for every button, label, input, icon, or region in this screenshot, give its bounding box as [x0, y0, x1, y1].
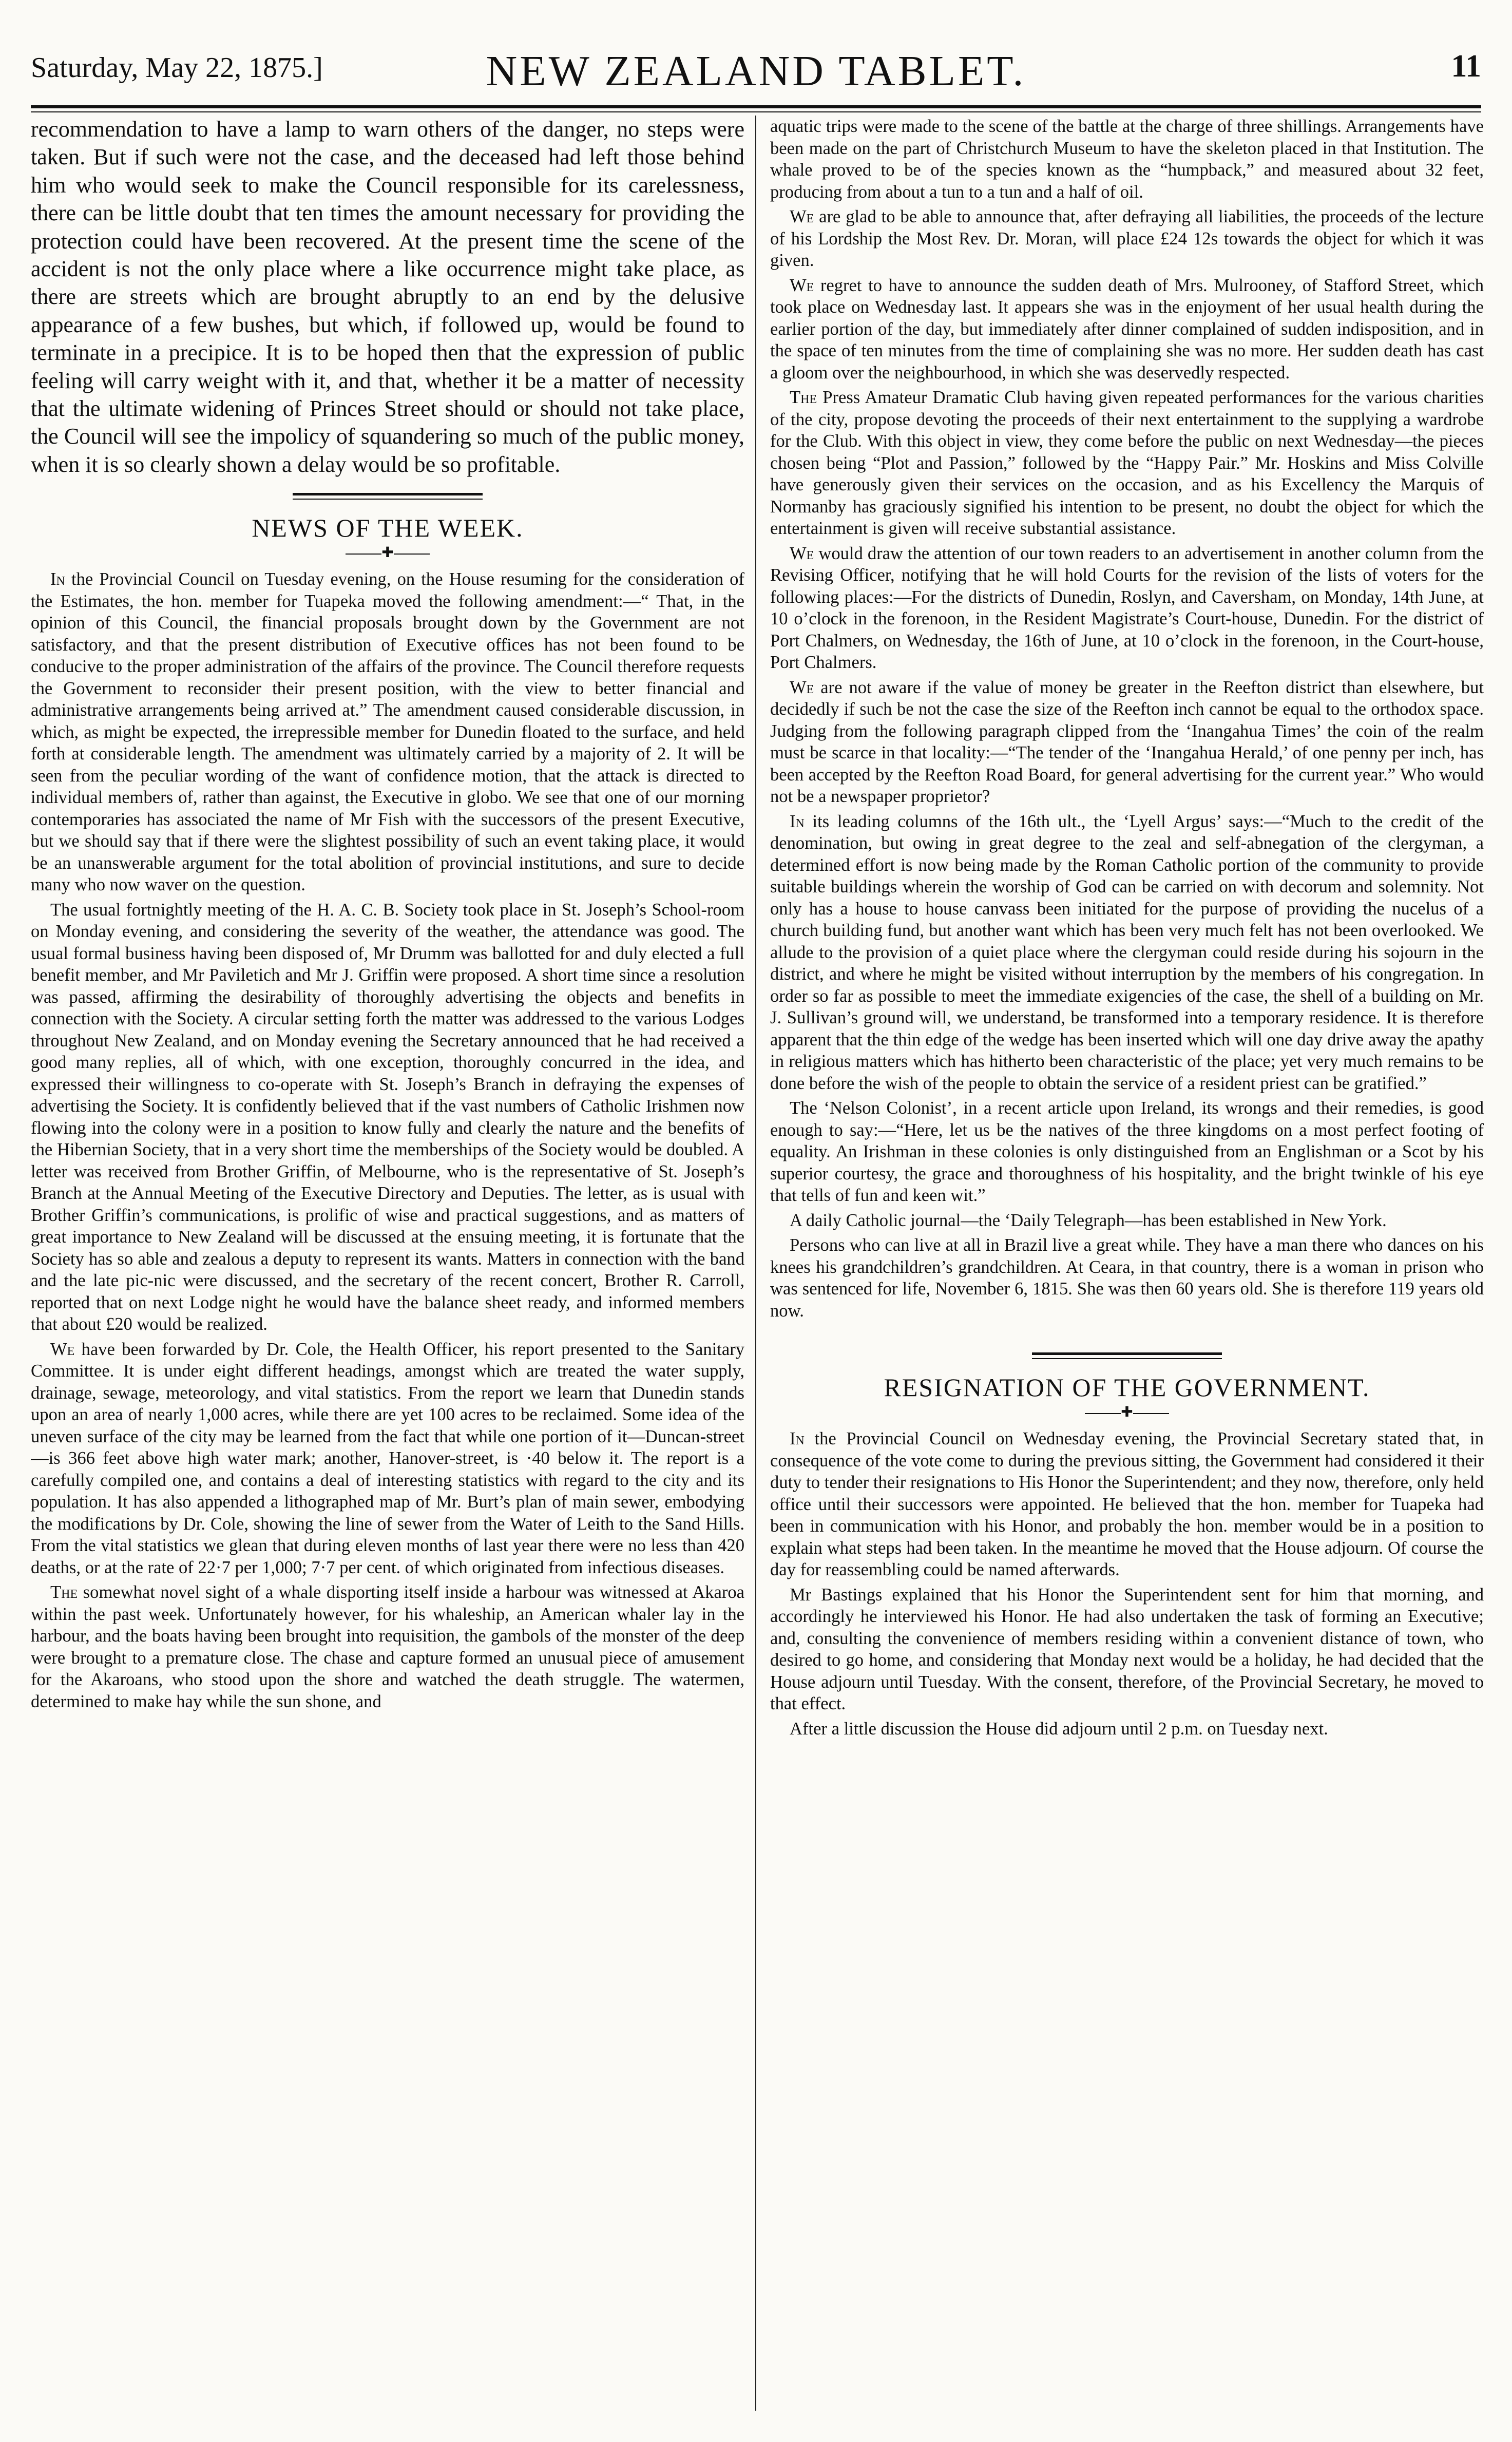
resignation-paragraph	[770, 1718, 1484, 1740]
news-paragraph	[31, 1339, 744, 1579]
resignation-paragraph	[770, 1428, 1484, 1581]
paragraph-text: would draw the attention of our town readers to an advertisement in another column from the Revising Officer, notifying that he will hold Courts for the revision of the lists of voters for the following places:—For the districts of Dunedin, Roslyn, and Caversham, on Monday, 14th June, at 10 o’clock in the forenoon, in the Resident Magistrate’s Court-house, Dunedin. For the district of Port Chalmers, on Wednesday, the 16th of June, at 10 o’clock in the forenoon, in the Court-house, Port Chalmers.	[770, 543, 1484, 672]
page-number: 11	[1451, 49, 1481, 84]
header-rule	[31, 105, 1481, 108]
news-paragraph	[770, 811, 1484, 1095]
paragraph-lead: In	[50, 569, 65, 589]
page-header	[31, 46, 1481, 103]
news-paragraph	[770, 1210, 1484, 1232]
section-separator	[1032, 1352, 1222, 1359]
paragraph-text: The usual fortnightly meeting of the H. A. C. B. Society took place in St. Joseph’s School-room on Monday evening, and considering the severity of the weather, the attendance was good. The usual formal business having been disposed of, Mr Drumm was ballotted for and duly elected a full benefit member, and Mr Paviletich and Mr J. Griffin were proposed. A short time since a resolution was passed, affirming the desirability of thoroughly advertising the objects and benefits in connection with the Society. A circular setting forth the matter was addressed to the various Lodges throughout New Zealand, and on Monday evening the Secretary announced that he had received a good many replies, all of which, with one exception, thoroughly concurred in the idea, and expressed their willingness to co-operate with St. Joseph’s Branch in defraying the expenses of advertising the Society. It is confidently believed that if the vast numbers of Catholic Irishmen now flowing into the colony were in a position to know fully and clearly the nature and the benefits of the Hibernian Society, that in a very short time the memberships of the Society would be doubled. A letter was received from Brother Griffin, of Melbourne, who is the representative of St. Joseph’s Branch at the Annual Meeting of the Executive Directory and Deputies. The letter, as is usual with Brother Griffin’s communications, is prolific of wise and practical suggestions, and as matters of great importance to New Zealand will be discussed at the ensuing meeting, it is fortunate that the Society has so able and zealous a deputy to represent its wants. Matters in connection with the band and the late pic-nic were discussed, and the secretary of the recent concert, Brother R. Carroll, reported that on next Lodge night he would have the balance sheet ready, and informed members that about £20 would be realized.	[31, 900, 744, 1334]
news-paragraph	[770, 275, 1484, 384]
paragraph-lead: In	[790, 1429, 805, 1448]
paragraph-text: its leading columns of the 16th ult., the ‘Lyell Argus’ says:—“Much to the credit of the denomination, but owing in great degree to the zeal and self-abnegation of the clergyman, a determined effort is now being made by the Roman Catholic portion of the community to provide suitable buildings wherein the worship of God can be carried on with decorum and solemnity. Not only has a house to house canvass been initiated for the purpose of providing the nucelus of a church building fund, but another want which has been very much felt has not been overlooked. We allude to the provision of a quiet place where the clergyman could reside during his sojourn in the district, and where he might be visited without interruption by the members of his congregation. In order so far as possible to meet the immediate exigencies of the case, the shell of a building on Mr. J. Sullivan’s ground will, we understand, be transformed into a temporary residence. It is therefore apparent that the thin edge of the wedge has been inserted which will one day drive away the apathy in religious matters which has hitherto been characteristic of the place; yet very much remains to be done before the wish of the people to obtain the service of a resident priest can be gratified.”	[770, 811, 1484, 1093]
news-paragraph	[770, 387, 1484, 540]
news-paragraph	[770, 206, 1484, 272]
news-paragraph	[770, 677, 1484, 808]
paragraph-lead: The	[790, 388, 817, 407]
news-paragraph	[31, 899, 744, 1336]
paragraph-lead: We	[790, 275, 814, 295]
news-paragraph	[770, 1097, 1484, 1207]
paragraph-lead: We	[790, 677, 814, 697]
paragraph-text: After a little discussion the House did adjourn until 2 p.m. on Tuesday next.	[790, 1719, 1328, 1739]
news-paragraph	[31, 1581, 744, 1712]
column-divider	[755, 116, 756, 2411]
paragraph-text: somewhat novel sight of a whale disporting itself inside a harbour was witnessed at Akaroa within the past week. Unfortunately however, for his whaleship, an American whaler lay in the harbour, and the boats having been brought into requisition, the gambols of the monster of the deep were brought to a premature close. The chase and capture formed an unusual piece of amusement for the Akaroans, who stood upon the shore and watched the death struggle. The watermen, determined to make hay while the sun shone, and	[31, 1582, 744, 1711]
ornament-divider: ✚	[770, 1403, 1484, 1421]
resignation-paragraph	[770, 1584, 1484, 1715]
paragraph-lead: We	[50, 1339, 75, 1359]
paragraph-text: regret to have to announce the sudden death of Mrs. Mulrooney, of Stafford Street, which took place on Wednesday last. It appears she was in the enjoyment of her usual health during the earlier portion of the day, but immediately after dinner complained of sudden indisposition, and in the space of ten minutes from the time of complaining she was no more. Her sudden death has cast a gloom over the neighbourhood, in which she was deservedly respected.	[770, 275, 1484, 383]
left-column	[31, 116, 744, 2421]
paragraph-text: are not aware if the value of money be greater in the Reefton district than elsewhere, but decidedly if such be not the case the size of the Reefton inch cannot be equal to the orthodox space. Judging from the following paragraph clipped from the ‘Inangahua Times’ the coin of the realm must be scarce in that locality:—“The tender of the ‘Inangahua Herald,’ of one penny per inch, has been accepted by the Reefton Road Board, for general advertising for the current year.” Who would not be a newspaper proprietor?	[770, 677, 1484, 806]
paragraph-text: aquatic trips were made to the scene of the battle at the charge of three shillings. Arrangements have been made on the part of Christchurch Museum to have the skeleton placed in that Institution. The whale proved to be of the species known as the “humpback,” and measured about 32 feet, producing from about a tun to a tun and a half of oil.	[770, 117, 1484, 202]
paragraph-text: The ‘Nelson Colonist’, in a recent article upon Ireland, its wrongs and their remedies, is good enough to say:—“Here, let us be the natives of the three kingdoms on a most perfect footing of equality. An Irishman in these colonies is only distinguished from an Englishman or a Scot by his superior courtesy, the grace and thoroughness of his hospitality, and the bright twinkle of his eye that tells of fun and keen wit.”	[770, 1098, 1484, 1205]
paragraph-lead: We	[790, 543, 814, 563]
news-paragraph	[31, 568, 744, 896]
news-paragraph	[770, 116, 1484, 203]
paragraph-text: Mr Bastings explained that his Honor the Superintendent sent for him that morning, and accordingly he interviewed his Honor. He had also undertaken the task of forming an Executive; and, consulting the convenience of members residing within a convenient distance of town, who desired to go home, and considering that Monday next would be a holiday, he had decided that the House adjourn until Tuesday. With the consent, therefore, of the Provincial Secretary, he moved to that effect.	[770, 1585, 1484, 1713]
paragraph-lead: The	[50, 1582, 78, 1602]
paragraph-text: are glad to be able to announce that, after defraying all liabilities, the proceeds of the lecture of his Lordship the Most Rev. Dr. Moran, will place £24 12s towards the object for which it was given.	[770, 207, 1484, 270]
paragraph-text: Persons who can live at all in Brazil live a great while. They have a man there who dances on his knees his grandchildren’s grandchildren. At Ceara, in that country, there is a woman in prison who was sentenced for life, November 6, 1815. She was then 60 years old. She is therefore 119 years old now.	[770, 1235, 1484, 1321]
news-paragraph	[770, 543, 1484, 674]
paragraph-lead: We	[790, 207, 814, 226]
paragraph-text: Press Amateur Dramatic Club having given repeated performances for the various charities of the city, propose devoting the proceeds of their next entertainment to the supplying a wardrobe for the Club. With this object in view, they come before the public on next Wednesday—the pieces chosen being “Plot and Passion,” followed by the “Happy Pair.” Mr. Hoskins and Miss Colville have generously given their services on the occasion, and as his Excellency the Marquis of Normanby has graciously signified his intention to be present, no doubt the object for which the entertainment is given will receive substantial assistance.	[770, 388, 1484, 538]
intro-paragraph: recommendation to have a lamp to warn others of the danger, no steps were taken. But if such were not the case, and the deceased had left those behind him who would seek to make the Council responsible for its carelessness, there can be little doubt that ten times the amount necessary for providing the protection could have been recovered. At the present time the scene of the accident is not the only place where a like occurrence might take place, as there are streets which are brought abruptly to an end by the delusive appearance of a few bushes, but which, if followed up, would be found to terminate in a precipice. It is to be hoped then that the expression of public feeling will carry weight with it, and that, whether it be a matter of necessity that the ultimate widening of Princes Street should or should not take place, the Council will see the impolicy of squandering so much of the public money, when it is so clearly shown a delay would be so profitable.	[31, 117, 744, 477]
paragraph-lead: In	[790, 811, 805, 831]
paragraph-text: A daily Catholic journal—the ‘Daily Telegraph—has been established in New York.	[790, 1210, 1387, 1230]
section-title-news: NEWS OF THE WEEK.	[252, 513, 524, 543]
right-column	[770, 116, 1484, 2421]
news-paragraph	[770, 1234, 1484, 1322]
issue-date: Saturday, May 22, 1875.]	[31, 52, 323, 84]
paragraph-text: the Provincial Council on Tuesday evening, on the House resuming for the consideration of the Estimates, the hon. member for Tuapeka moved the following amendment:—“ That, in the opinion of this Council, the financial proposals brought down by the Government are not satisfactory, and that the present distribution of Executive offices has not been found to be conducive to the proper administration of the affairs of the province. The Council therefore requests the Government to reconsider their present position, with the view to better financial and administrative arrangements being arrived at.” The amendment caused considerable discussion, in which, as might be expected, the irrepressible member for Dunedin floated to the surface, and held forth at considerable length. The amendment was ultimately carried by a majority of 2. It will be seen from the peculiar wording of the want of confidence motion, that the attack is directed to individual members of, rather than against, the Executive in globo. We see that one of our morning contemporaries has associated the name of Mr Fish with the successors of the present Executive, but we should say that if there were the slightest possibility of such an event taking place, it would be an unanswerable argument for the total abolition of provincial institutions, and sure to decide many who now waver on the question.	[31, 569, 744, 895]
masthead-title: NEW ZEALAND TABLET.	[486, 47, 1026, 95]
header-rule-thin	[31, 111, 1481, 112]
paragraph-text: have been forwarded by Dr. Cole, the Health Officer, his report presented to the Sanitary Committee. It is under eight different headings, amongst which are treated the water supply, drainage, sewage, meteorology, and vital statistics. From the report we learn that Dunedin stands upon an area of nearly 1,000 acres, while there are yet 100 acres to be reclaimed. Some idea of the uneven surface of the city may be learned from the fact that while one portion of it—Duncan-street—is 366 feet above high water mark; another, Hanover-street, is ·40 below it. The report is a carefully compiled one, and contains a deal of interesting statistics with regard to the city and its population. It has also appended a lithographed map of Mr. Burt’s plan of main sewer, embodying the modifications by Dr. Cole, showing the line of sewer from the Water of Leith to the Sand Hills. From the vital statistics we glean that during eleven months of last year there were no less than 420 deaths, or at the rate of 22·7 per 1,000; 7·7 per cent. of which originated from infectious diseases.	[31, 1339, 744, 1577]
section-separator	[293, 493, 483, 500]
section-title-resignation: RESIGNATION OF THE GOVERNMENT.	[884, 1373, 1370, 1402]
ornament-divider: ✚	[31, 544, 744, 561]
paragraph-text: the Provincial Council on Wednesday evening, the Provincial Secretary stated that, in consequence of the vote come to during the previous sitting, the Government had considered it their duty to tender their resignations to His Honor the Superintendent; and they now, therefore, only held office until their successors were appointed. He believed that the hon. member for Tuapeka had been in communication with his Honor, and probably the hon. member would be in a position to explain what steps had been taken. In the meantime he moved that the House adjourn. Of course the day for reassembling could be named afterwards.	[770, 1429, 1484, 1579]
